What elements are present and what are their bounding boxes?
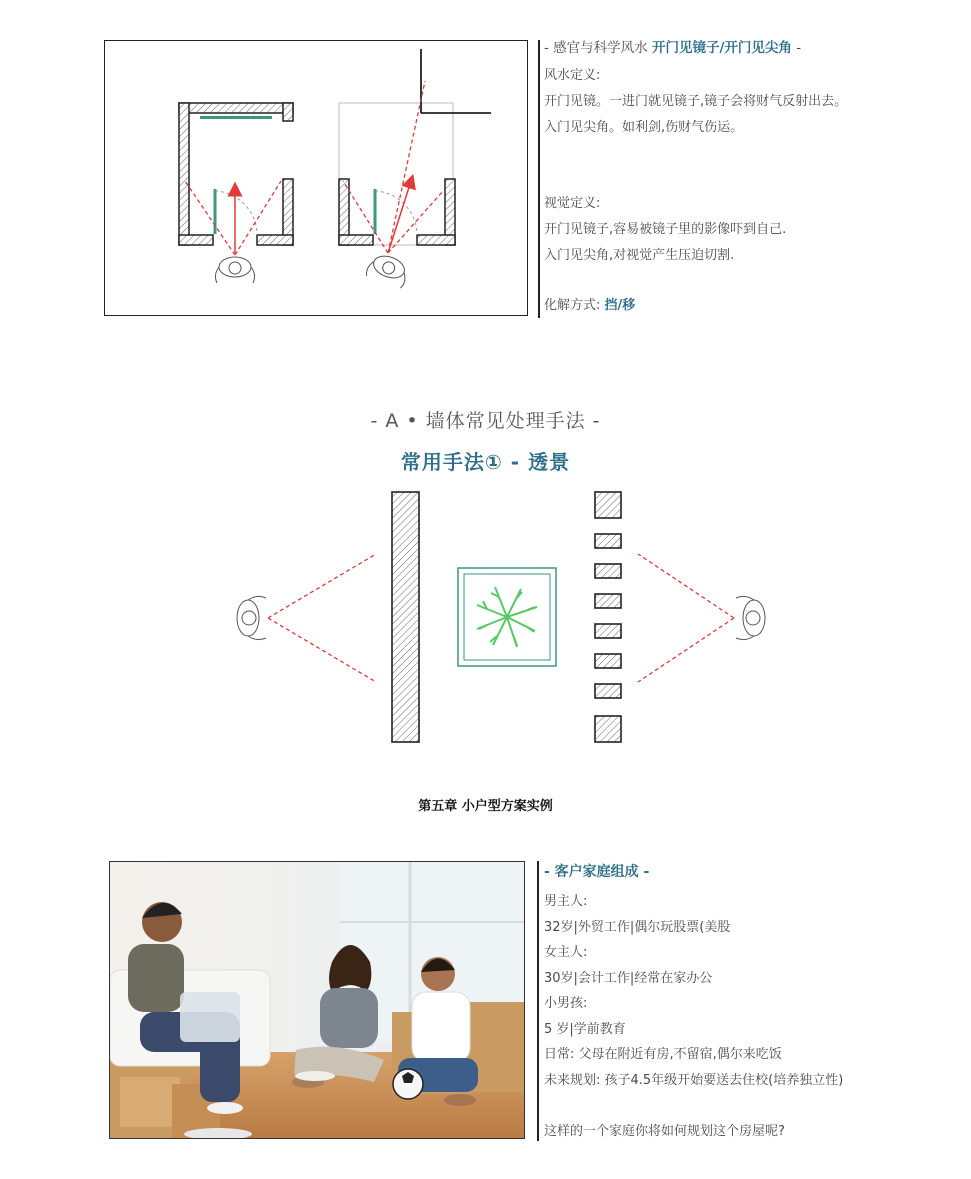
heading-highlight: 开门见镜子/开门见尖角 (651, 40, 792, 56)
visual-line-1: 开门见镜子,容易被镜子里的影像吓到自己. (544, 222, 787, 237)
family-line: 5 岁|学前教育 (544, 1022, 626, 1037)
heading-prefix: - 感官与科学风水 (544, 40, 652, 56)
solution-value: 挡/移 (604, 298, 636, 313)
heading-suffix: - (791, 40, 802, 56)
diagram-door-mirror-frame (104, 40, 528, 316)
person-icon (237, 596, 266, 639)
fengshui-line-2: 入门见尖角。如利剑,伤财气伤运。 (544, 120, 744, 135)
person-icon (215, 257, 254, 283)
wall-see-through-diagram (210, 488, 810, 748)
person-icon (736, 596, 765, 639)
divider-bar (538, 40, 540, 318)
solution-label: 化解方式: (544, 298, 601, 313)
fengshui-line-1: 开门见镜。一进门就见镜子,镜子会将财气反射出去。 (544, 94, 848, 109)
section2-subtitle: 常用手法① - 透景 (400, 450, 571, 474)
door-mirror-diagram (105, 41, 529, 317)
family-line: 女主人: (544, 945, 588, 960)
slatted-wall (595, 492, 621, 742)
family-line: 未来规划: 孩子4.5年级开始要送去住校(培养独立性) (544, 1073, 844, 1088)
visual-line-2: 入门见尖角,对视觉产生压迫切割. (544, 248, 735, 263)
family-photo (109, 861, 525, 1139)
solution-line (544, 298, 635, 314)
family-question: 这样的一个家庭你将如何规划这个房屋呢? (544, 1124, 785, 1139)
family-line: 男主人: (544, 894, 588, 909)
family-line: 日常: 父母在附近有房,不留宿,偶尔来吃饭 (544, 1047, 782, 1062)
divider-bar (537, 861, 539, 1141)
room-with-corner (339, 49, 491, 289)
section3-heading: - 客户家庭组成 - (544, 864, 650, 880)
mirror (200, 116, 272, 119)
family-line: 32岁|外贸工作|偶尔玩股票(美股 (544, 920, 731, 935)
person-icon (365, 251, 411, 289)
section1-heading (544, 40, 801, 56)
visual-title: 视觉定义: (544, 196, 601, 211)
family-line: 30岁|会计工作|经常在家办公 (544, 971, 713, 986)
section2-title: - A • 墙体常见处理手法 - (370, 410, 601, 432)
plant-icon (458, 568, 556, 666)
family-line: 小男孩: (544, 996, 588, 1011)
family-photo-illustration (110, 862, 525, 1139)
fengshui-title: 风水定义: (544, 68, 601, 83)
chapter-title: 第五章 小户型方案实例 (418, 799, 553, 814)
room-with-mirror (179, 103, 293, 283)
solid-wall (392, 492, 419, 742)
